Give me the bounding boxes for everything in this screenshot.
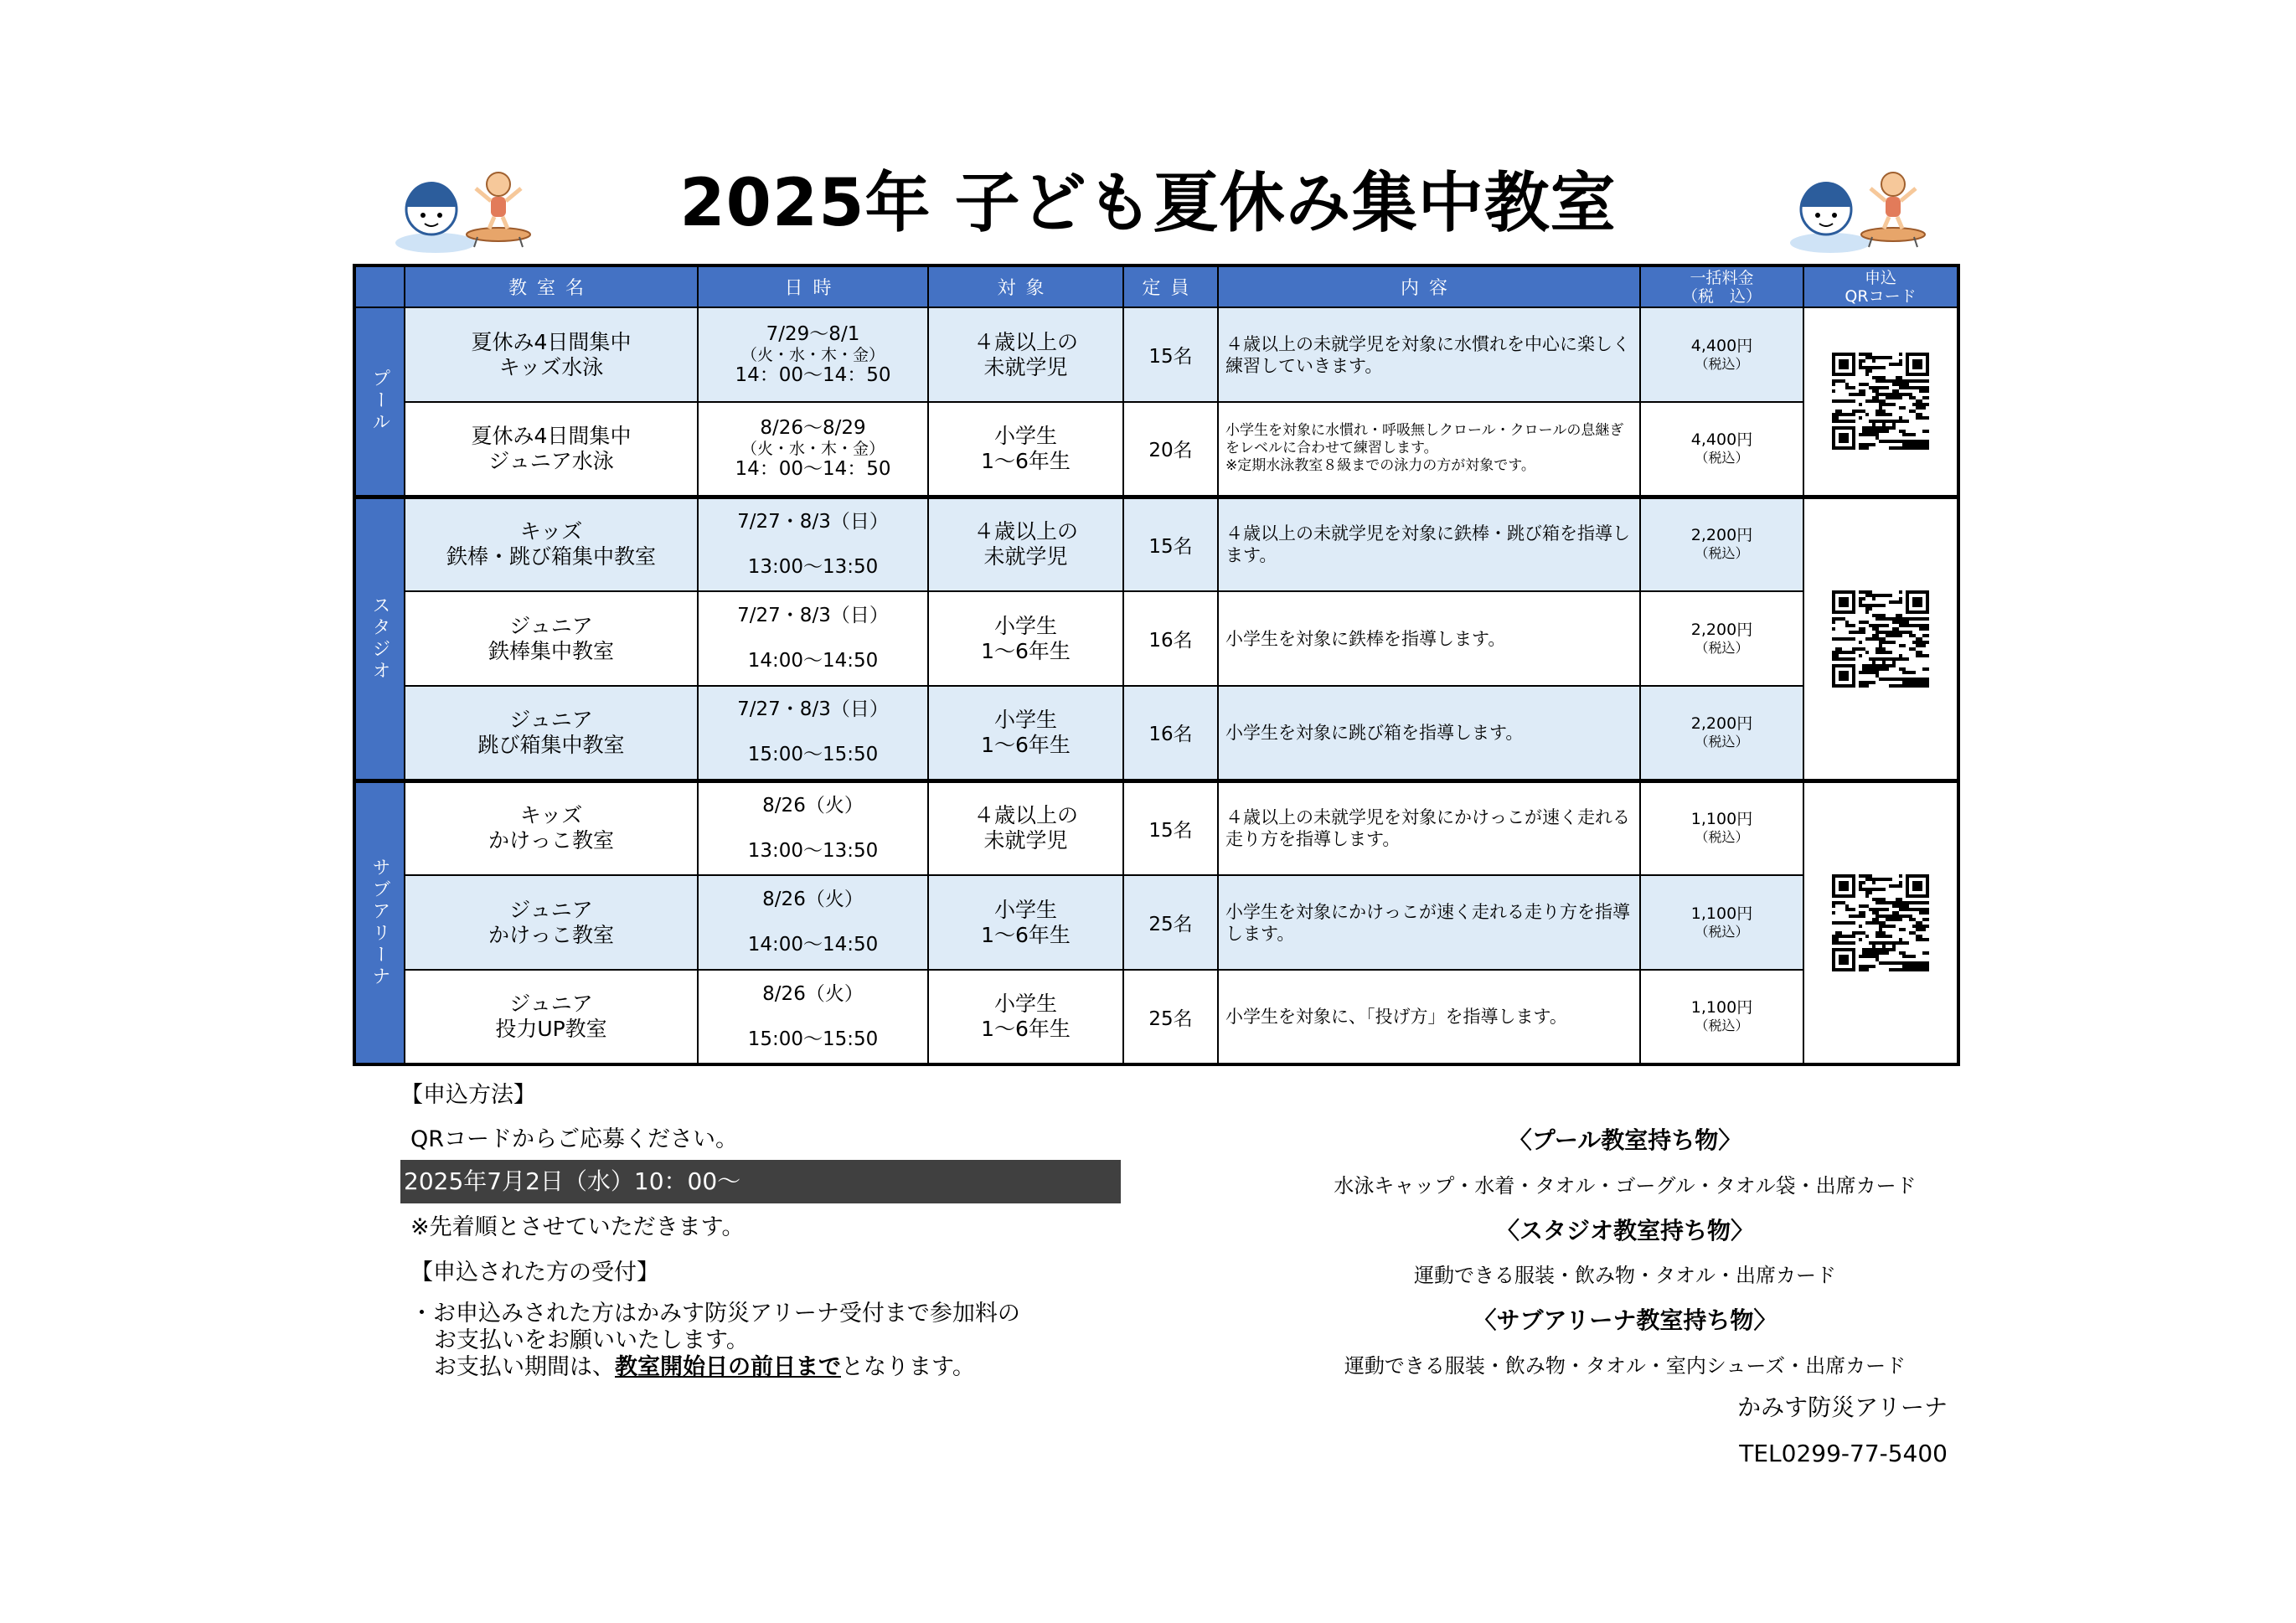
class-content: ４歳以上の未就学児を対象にかけっこが速く走れる走り方を指導します。 — [1218, 781, 1640, 875]
class-fee: 1,100円 （税込） — [1640, 781, 1803, 875]
class-target: 小学生 1～6年生 — [928, 402, 1123, 497]
swimmer-mascot-icon — [394, 163, 536, 255]
table-row — [354, 402, 1958, 497]
class-name: ジュニア かけっこ教室 — [405, 875, 698, 970]
class-datetime: 7/29～8/1 （火・水・木・金） 14：00～14：50 — [698, 307, 928, 402]
table-row — [354, 591, 1958, 686]
class-capacity: 20名 — [1123, 402, 1218, 497]
category-studio: スタジオ — [354, 497, 405, 781]
class-fee: 2,200円 （税込） — [1640, 497, 1803, 591]
apply-note: ※先着順とさせていただきます。 — [410, 1214, 745, 1240]
table-row — [354, 307, 1958, 402]
qr-code-icon[interactable] — [1832, 874, 1929, 971]
studio-bring-items: 運動できる服装・飲み物・タオル・出席カード — [1414, 1264, 1836, 1287]
class-capacity: 15名 — [1123, 497, 1218, 591]
header-datetime: 日時 — [698, 265, 928, 307]
class-target: ４歳以上の 未就学児 — [928, 497, 1123, 591]
apply-qr-text: QRコードからご応募ください。 — [410, 1126, 739, 1152]
pool-bring-title: 〈プール教室持ち物〉 — [1508, 1126, 1742, 1154]
reception-text: ・お申込みされた方はかみす防災アリーナ受付まで参加料の お支払いをお願いいたします。 お支払い期間は、教室開始日の前日までとなります。 — [410, 1301, 1020, 1380]
class-fee: 4,400円 （税込） — [1640, 402, 1803, 497]
class-datetime: 7/27・8/3（日） 15:00～15:50 — [698, 686, 928, 781]
class-datetime: 7/27・8/3（日） 13:00～13:50 — [698, 497, 928, 591]
apply-qr-cell[interactable] — [1803, 781, 1958, 1064]
table-row — [354, 970, 1958, 1064]
class-fee: 2,200円 （税込） — [1640, 591, 1803, 686]
class-target: 小学生 1～6年生 — [928, 686, 1123, 781]
class-fee: 2,200円 （税込） — [1640, 686, 1803, 781]
table-row — [354, 497, 1958, 591]
class-datetime: 8/26（火） 14:00～14:50 — [698, 875, 928, 970]
class-content: 小学生を対象に水慣れ・呼吸無しクロール・クロールの息継ぎをレベルに合わせて練習します。 ※定期水泳教室８級までの泳力の方が対象です。 — [1218, 402, 1640, 497]
header-content: 内容 — [1218, 265, 1640, 307]
apply-heading: 【申込方法】 — [400, 1082, 536, 1108]
header-target: 対象 — [928, 265, 1123, 307]
studio-bring-title: 〈スタジオ教室持ち物〉 — [1495, 1217, 1754, 1244]
class-capacity: 15名 — [1123, 307, 1218, 402]
class-name: キッズ かけっこ教室 — [405, 781, 698, 875]
class-datetime: 8/26（火） 13:00～13:50 — [698, 781, 928, 875]
header-corner — [354, 265, 405, 307]
facility-name: かみす防災アリーナ — [1737, 1394, 1948, 1421]
class-capacity: 16名 — [1123, 686, 1218, 781]
table-row — [354, 686, 1958, 781]
reception-heading: 【申込された方の受付】 — [410, 1260, 659, 1286]
apply-qr-cell[interactable] — [1803, 497, 1958, 781]
header-name: 教室名 — [405, 265, 698, 307]
class-name: 夏休み4日間集中 ジュニア水泳 — [405, 402, 698, 497]
header-apply: 申込 QRコード — [1803, 265, 1958, 307]
class-name: キッズ 鉄棒・跳び箱集中教室 — [405, 497, 698, 591]
table-row — [354, 875, 1958, 970]
class-target: 小学生 1～6年生 — [928, 591, 1123, 686]
arena-bring-title: 〈サブアリーナ教室持ち物〉 — [1473, 1306, 1777, 1334]
apply-start-banner: 2025年7月2日（水）10：00～ — [400, 1160, 1121, 1203]
facility-tel: TEL0299-77-5400 — [1739, 1440, 1948, 1467]
class-content: ４歳以上の未就学児を対象に鉄棒・跳び箱を指導します。 — [1218, 497, 1640, 591]
class-content: 小学生を対象に跳び箱を指導します。 — [1218, 686, 1640, 781]
class-capacity: 25名 — [1123, 970, 1218, 1064]
class-target: 小学生 1～6年生 — [928, 970, 1123, 1064]
class-name: ジュニア 投力UP教室 — [405, 970, 698, 1064]
header-fee: 一括料金 （税 込） — [1640, 265, 1803, 307]
class-fee: 1,100円 （税込） — [1640, 970, 1803, 1064]
swimmer-mascot-icon — [1788, 163, 1931, 255]
table-row — [354, 781, 1958, 875]
class-fee: 4,400円 （税込） — [1640, 307, 1803, 402]
class-fee: 1,100円 （税込） — [1640, 875, 1803, 970]
header-capacity: 定員 — [1123, 265, 1218, 307]
class-name: ジュニア 跳び箱集中教室 — [405, 686, 698, 781]
payment-deadline: 教室開始日の前日まで — [615, 1354, 841, 1380]
class-datetime: 8/26（火） 15:00～15:50 — [698, 970, 928, 1064]
class-content: 小学生を対象に鉄棒を指導します。 — [1218, 591, 1640, 686]
class-name: 夏休み4日間集中 キッズ水泳 — [405, 307, 698, 402]
qr-code-icon[interactable] — [1832, 353, 1929, 450]
qr-code-icon[interactable] — [1832, 590, 1929, 688]
class-capacity: 25名 — [1123, 875, 1218, 970]
class-datetime: 8/26～8/29 （火・水・木・金） 14：00～14：50 — [698, 402, 928, 497]
class-target: 小学生 1～6年生 — [928, 875, 1123, 970]
class-target: ４歳以上の 未就学児 — [928, 307, 1123, 402]
class-datetime: 7/27・8/3（日） 14:00～14:50 — [698, 591, 928, 686]
class-content: 小学生を対象に、「投げ方」を指導します。 — [1218, 970, 1640, 1064]
apply-qr-cell[interactable] — [1803, 307, 1958, 497]
class-content: ４歳以上の未就学児を対象に水慣れを中心に楽しく練習していきます。 — [1218, 307, 1640, 402]
class-content: 小学生を対象にかけっこが速く走れる走り方を指導します。 — [1218, 875, 1640, 970]
category-pool: プール — [354, 307, 405, 497]
schedule-table — [353, 264, 1960, 1066]
pool-bring-items: 水泳キャップ・水着・タオル・ゴーグル・タオル袋・出席カード — [1334, 1174, 1917, 1198]
class-capacity: 15名 — [1123, 781, 1218, 875]
page-title: 2025年 子ども夏休み集中教室 — [679, 166, 1617, 241]
arena-bring-items: 運動できる服装・飲み物・タオル・室内シューズ・出席カード — [1344, 1354, 1906, 1378]
class-name: ジュニア 鉄棒集中教室 — [405, 591, 698, 686]
class-target: ４歳以上の 未就学児 — [928, 781, 1123, 875]
category-subarena: サブアリーナ — [354, 781, 405, 1064]
class-capacity: 16名 — [1123, 591, 1218, 686]
